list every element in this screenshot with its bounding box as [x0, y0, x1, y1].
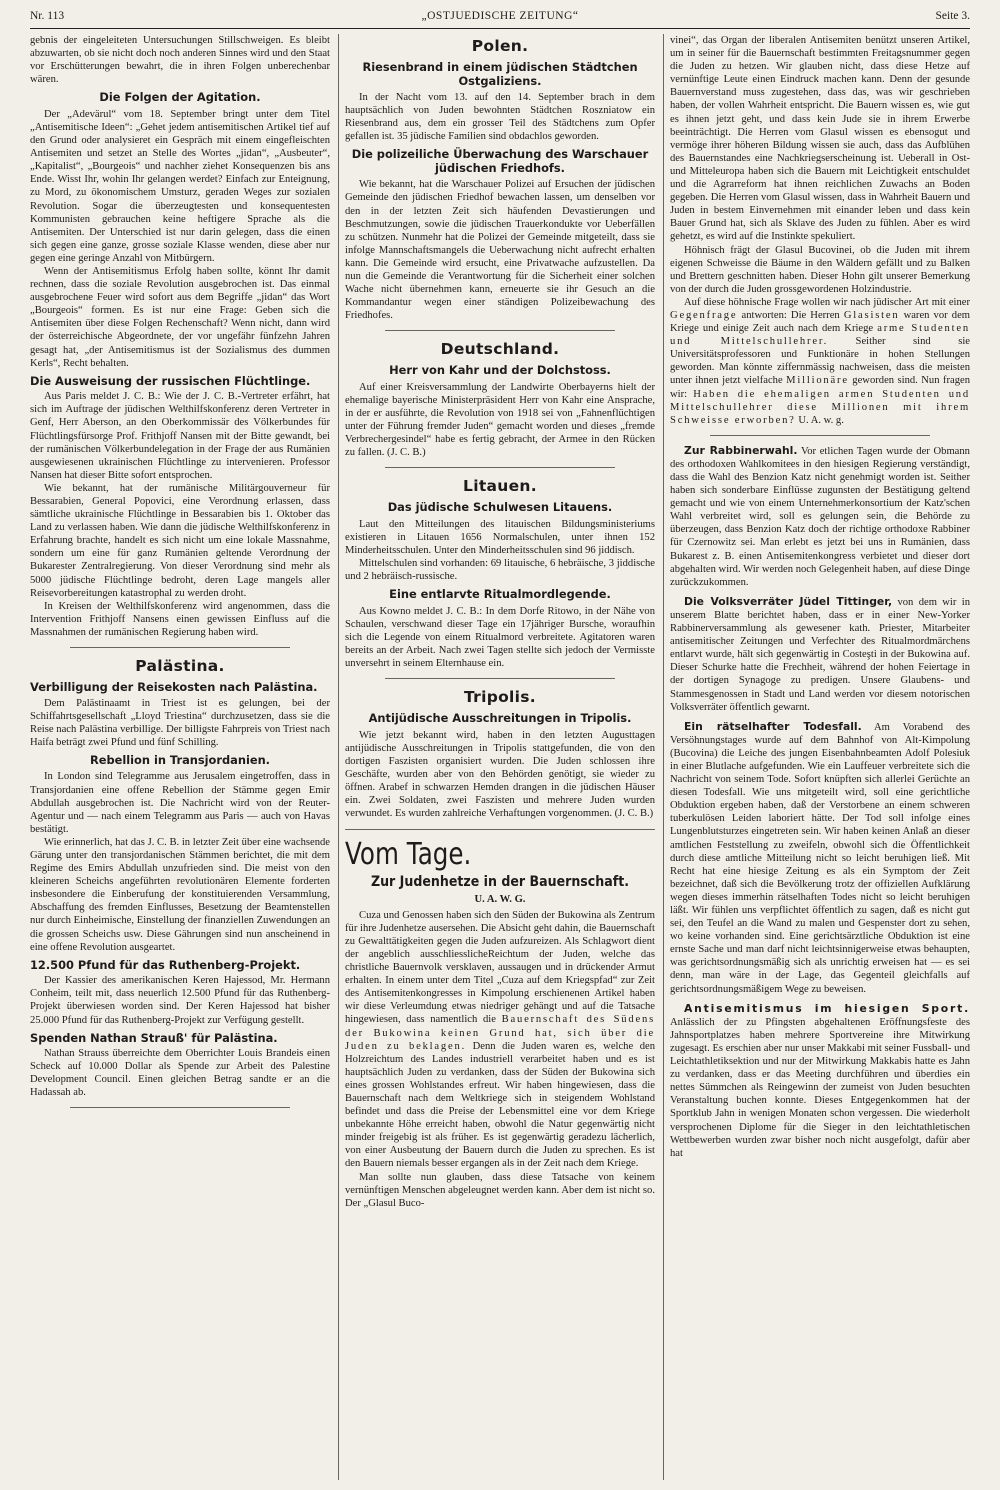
- article-paragraph: In Kreisen der Welthilfskonferenz wird angenommen, dass die Intervention Frithjoff Nansens einen gewissen Einfluss auf die Massnahmen der rumänischen Regierung haben wird.: [30, 600, 330, 638]
- article-heading: 12.500 Pfund für das Ruthenberg-Projekt.: [30, 957, 301, 972]
- article-paragraph: Der Kassier des amerikanischen Keren Hajessod, Mr. Hermann Conheim, teilt mit, dass neuerlich 12.500 Pfund für das Ruthenberg-Projekt überwiesen worden sind. Der Keren Hajessod hat bisher 25.000 Pfund für das Ruthenberg-Projekt zur Verfügung gestellt.: [30, 975, 330, 1026]
- column-middle: [345, 34, 655, 1482]
- article-heading: Riesenbrand in einem jüdischen Städtchen Ostgaliziens.: [362, 60, 638, 88]
- article-paragraph: Wie bekannt, hat der rumänische Militärgouverneur für Bessarabien, General Popovici, eine Verordnung erlassen, dass sämtliche ukrainische Flüchtlinge in Bessarabien bis 1. Oktober das Land zu verlassen haben. Wie dann die jüdische Welthilfskonferenz in Erfahrung brachte, handelt es sich nicht um eine lokale Massnahme, sondern um eine für ganz Rumänien geltende Verordnung der Bukarester Zentralregierung. Von dieser Verordnung sind mehr als 5000 jüdische Flüchtlinge bedroht, deren Lage mangels aller Reisevorbereitungen katastrophal zu werden droht.: [30, 482, 330, 599]
- section-heading: Polen.: [471, 37, 529, 55]
- article-heading: Herr von Kahr und der Dolchstoss.: [389, 363, 611, 378]
- article-heading: Das jüdische Schulwesen Litauens.: [387, 500, 613, 515]
- masthead-rule: [30, 28, 970, 29]
- article-heading: Eine entlarvte Ritualmordlegende.: [389, 587, 611, 602]
- article-paragraph: Dem Palästinaamt in Triest ist es gelungen, bei der Schiffahrtsgesellschaft „Lloyd Triestina“ durchzusetzen, dass sie die Reise nach Palästina verbillige. Der billigste Fahrpreis von Triest nach Haifa beträgt zwei Pfund und fünf Schilling.: [30, 697, 330, 748]
- article-heading: Rebellion in Transjordanien.: [89, 752, 271, 767]
- article-heading: Zur Judenhetze in der Bauernschaft.: [370, 873, 630, 890]
- separator: [70, 647, 290, 648]
- article-paragraph: Aus Kowno meldet J. C. B.: In dem Dorfe Ritowo, in der Nähe von Schaulen, verschwand dieser Tage ein 17jähriger Bursche, woraufhin sich die Legende von einem Ritualmord verbreitete. Agitatoren waren bereits an der Arbeit. Nach zwei Tagen stellte sich jedoch der Vermisste unversehrt in seinem Elternhause ein.: [345, 605, 655, 670]
- article-paragraph: Ein rätselhafter Todesfall. Am Vorabend des Versöhnungstages wurde auf dem Bahnhof von Alt-Kimpolung (Bucovina) die Leiche des jungen Eisenbahnbeamten Adolf Polesiuk in einer Blutlache aufgefunden. Wie ein Lauffeuer verbreitete sich die Nachricht von seinem Tode. Sofort knüpften sich allerlei Gerüchte an diesen Todesfall. Wie uns mitgeteilt wird, soll eine gerichtliche Obduktion ergeben haben, daß der Verstorbene an einem schweren tuberkulösen Leiden laboriert hätte. Der Tod soll infolge eines Lungenblutsturzes eingetreten sein. Wir haben keinen Anlaß an dieser amtlichen Feststellung zu zweifeln, obwohl sich die Öffentlichkeit durch diese amtliche Mitteilung nicht so leicht beruhigen ließ. Mit Recht hat eine hiesige Zeitung es als ein Symptom der Zeit bezeichnet, daß sich die Bevölkerung trotz der offiziellen Aufklärung wegen dieses immerhin rätselhaften Todes nicht so leicht beruhigen läßt. Wir fühlen uns verpflichtet öffentlich zu sagen, daß es nicht gut sei, den Teufel an die Wand zu malen und Gespenster dort zu sehen, wo keine vorhanden sind. Eine gerichtsärztliche Obduktion ist eine ernste Sache und man darf nicht leichtsinnigerweise etwas behaupten, was gerichtsordnungsmäßig sich als unrichtig erweisen hat — es sei denn, man wäre in der Lage, das Gegenteil gleichfalls auf gerichtsordnungsmäßigem Wege zu beweisen.: [670, 719, 970, 995]
- article-paragraph: Der „Adevärul“ vom 18. September bringt unter dem Titel „Antisemitische Ideen“: „Gehet jedem antisemitischen Artikel tief auf den Grund oder analysieret ein Gespräch mit einem eingefleischten Antisemiten und setzet an Stelle des Wortes „jidan“, „Ausbeuter“, „Kapitalist“, „Bourgeois“ und nachher ziehet Konsequenzen bis ans Ende. Wisst Ihr, wohin Ihr gelangen werdet? Einfach zur Enteignung, zu Mord, zu ökonomischem Umsturz, geraden Weges zur sozialen Revolution. Sogar die überzeugtesten und konsequentesten Kommunisten gebrauchen keine heftigere Sprache als die Antisemiten. Der Unterschied ist nur darin gelegen, dass die einen sich gegen eine ganze, grosse soziale Klasse wenden, diese aber nur gegen eine geringe Anzahl von Mitbürgern.: [30, 108, 330, 264]
- article-paragraph: Zur Rabbinerwahl. Vor etlichen Tagen wurde der Obmann des orthodoxen Wahlkomitees in den hiesigen Regierung verständigt, dass die Wahl des Benzion Katz nicht genehmigt worden ist. Seither haben sich sonderbare Einflüsse zugunsten der Bestätigung geltend gemacht und wie von einem Unternehmerkonsortium der Katz'schen Wahl verbreitet wird, soll es gelungen sein, die Behörde zu überzeugen, dass Benzion Katz doch der richtige orthodoxe Rabbiner für Czernowitz sei. Man erlebt es jetzt bei uns in Rumänien, dass Bukarest z. B. einen Antisemitenkongress verbietet und dieser dort abgehalten wird. Wir werden noch Gelegenheit haben, auf diese Dinge zurückzukommen.: [670, 443, 970, 588]
- masthead: [30, 8, 970, 28]
- article-paragraph: Mittelschulen sind vorhanden: 69 litauische, 6 hebräische, 3 jiddische und 2 hebräisch-russische.: [345, 558, 655, 583]
- column-divider: [338, 34, 339, 1480]
- article-paragraph: Wie erinnerlich, hat das J. C. B. in letzter Zeit über eine wachsende Gärung unter den transjordanischen Stämmen berichtet, die mit dem Regime des Emirs Abdullah unzufrieden sind. Die meist von den kleineren Scheichs angeführten revolutionären Elemente forderten insbesondere die Einberufung der konstituierenden Versammlung, Abschaffung des fremden Einflusses, Besetzung der Beamtenstellen nur durch Einheimische, Einstellung der finanziellen Zuwendungen an die grossen Scheichs usw. Diese Gährungen sind nun anscheinend in eine offene Revolution ausgeartet.: [30, 836, 330, 953]
- run-in-heading: Die Volksverräter Jüdel Tittinger,: [684, 594, 893, 608]
- article-paragraph: Die Volksverräter Jüdel Tittinger, von dem wir in unserem Blatte berichtet haben, dass er in einer New-Yorker Rabbinerversammlung als gewesener kath. Priester, Mitarbeiter antisemitischer Zeitungen und Verfechter des Ritualmordmärchens entlarvt wurde, hält sich gegenwärtig in Costeşti in der Bukowina auf. Dieser Schurke hatte die Frechheit, während der hohen Feiertage in der dortigen Synagoge zu predigen. Unsere Glaubens- und Stammesgenossen in Stadt und Land werden vor diesem notorischen Volksverräter öffentlich gewarnt.: [670, 594, 970, 713]
- separator: [385, 467, 615, 468]
- run-in-heading: Zur Rabbinerwahl.: [684, 443, 798, 457]
- page-number: Seite 3.: [935, 10, 970, 22]
- article-paragraph: Aus Paris meldet J. C. B.: Wie der J. C. B.-Vertreter erfährt, hat sich im Auftrage der jüdischen Welthilfskonferenz deren Vertreter in Genf, Herr Aberson, an den Oberkommissär des Völkerbundes für Flüchtlingsfürsorge Prof. Frithjoff Nansen mit der Bitte gewandt, bei der rumänischen Völkerbundelegation in der Frage der aus Rumänien ausgewiesenen ukrainischen Flüchtlinge zu intervenieren. Professor Nansen hat dieser Bitte sofort entsprochen.: [30, 391, 330, 481]
- newspaper-title: „OSTJUEDISCHE ZEITUNG“: [421, 10, 579, 22]
- run-in-heading: Ein rätselhafter Todesfall.: [684, 719, 862, 733]
- section-heading: Tripolis.: [463, 688, 536, 707]
- article-paragraph: Wie bekannt, hat die Warschauer Polizei auf Ersuchen der jüdischen Gemeinde den jüdischen Friedhof bewachen lassen, um denselben vor den in der letzten Zeit sich häufenden Devastierungen und Beschmutzungen, sowie die jüdischen Trauerkondukte vor Ueberfällen zu schützen. Nunmehr hat die Polizei der Gemeinde mitgeteilt, dass sie infolge Mannschaftsmangels die Ueberwachung nicht aufrecht erhalten kann. Die Gemeinde wird ersucht, eine Privatwache aufzustellen. Da nun die Gemeinde die Verantwortung für die Sicherheit einer solchen Wache nicht übernehmen kann, erneuerte sie ihr Gesuch an die Kommandantur wegen einer ständigen Polizeibewachung des Friedhofes.: [345, 179, 655, 322]
- separator: [385, 678, 615, 679]
- section-heading: Litauen.: [463, 477, 537, 496]
- feature-title: Vom Tage.: [345, 836, 472, 872]
- article-paragraph: Wenn der Antisemitismus Erfolg haben sollte, könnt Ihr damit rechnen, dass die soziale Revolution ausgebrochen ist. Das einmal ausgebrochene Feuer wird sofort aus dem Begriffe „jidan“ das Wort „Bourgeois“ formen. Es ist nur eine Frage: Geben sich die Antisemiten über diese Folgen Rechenschaft? Wenn nicht, dann wird der österreichische Abgeordnete, der vor ungefähr fünfzehn Jahren gesagt hat, „der Antisemitismus ist der Sozialismus des dummen Kerls“, Recht behalten.: [30, 266, 330, 369]
- section-heading: Palästina.: [135, 657, 225, 676]
- article-paragraph: gebnis der eingeleiteten Untersuchungen Stillschweigen. Es bleibt abzuwarten, ob sie nicht doch noch anderen Sinnes wird und den Staat vor Erschütterungen bewahrt, die in ihren Folgen unberechenbar wären.: [30, 35, 330, 86]
- separator: [70, 1107, 290, 1108]
- article-heading: Verbilligung der Reisekosten nach Palästina.: [30, 680, 318, 695]
- separator: [345, 829, 655, 830]
- issue-number: Nr. 113: [30, 10, 65, 22]
- article-paragraph: Man sollte nun glauben, dass diese Tatsache von keinem vernünftigen Menschen abgeleugnet werden kann. Aber dem ist nicht so. Der „Glasul Buco-: [345, 1171, 655, 1209]
- article-heading: Die polizeiliche Überwachung des Warschauer jüdischen Friedhofs.: [351, 147, 649, 175]
- article-heading: Die Folgen der Agitation.: [99, 90, 261, 105]
- article-paragraph: In London sind Telegramme aus Jerusalem eingetroffen, dass in Transjordanien eine offene Rebellion der Stämme gegen Emir Abdullah ausgebrochen ist. Die Nachricht wird von der Reuter-Agentur und — nach einem Telegramm aus Paris — auch von Havas bestätigt.: [30, 771, 330, 835]
- article-paragraph: Auf diese höhnische Frage wollen wir nach jüdischer Art mit einer Gegenfrage antworten: Die Herren Glasisten waren vor dem Kriege und einige Zeit auch nach dem Kriege arme Studenten und Mittelschullehrer. Seither sind sie Universitätsprofessoren und Funktionäre in hohen Stellungen geworden. Man könnte ziffernmässig nachweisen, dass die meisten unter ihnen jetzt vielfache Millionäre geworden sind. Nun fragen wir: Haben die ehemaligen armen Studenten und Mittelschullehrer diese Millionen mit ihrem Schweisse erworben? U. A. w. g.: [670, 296, 970, 426]
- article-paragraph: vinei“, das Organ der liberalen Antisemiten benützt unseren Artikel, um in seiner für die Bauernschaft bestimmten Freitagsnummer gegen die Juden zu hetzen. Wir glauben nicht, dass diese Hetze auf vernünftige Leute einen Eindruck machen kann. Denn der gesunde Bauernverstand muss zugestehen, dass das, was wir geschrieben haben, der vollen Wahrheit entspricht. Die Bauern wissen es, wie gut es ihnen jetzt geht, und dass kein Jude sie in ihrem Erwerbe beeinträchtigt. Die Herren vom Glasul wissen es ebensogut und vermöge ihrer höheren Bildung wissen sie auch, dass das Aufblühen des Bauernstandes eine Nachkriegserscheinung ist. Ueberall in Ost- und Mitteleuropa haben sich die Bauern mit Leichtigkeit entschuldet und die Agrarreform hat ihnen reichlichen Zuwachs an Boden gegeben. Die Herren vom Glasul wissen, dass in Wahrheit Bauern und Juden in bestem Einvernehmen mit einander leben und dass kein Bauer Grund hat, sich als Sklave des Juden zu fühlen. Aber es wird gehetzt, es wird auf die Instinkte spekuliert.: [670, 35, 970, 243]
- column-right: [670, 34, 970, 1482]
- article-paragraph: In der Nacht vom 13. auf den 14. September brach in dem hauptsächlich von Juden bewohnten Städtchen Roszniatow ein Riesenbrand aus, dem ein grosser Teil des Städtchens zum Opfer gefallen ist. 35 jüdische Familien sind obdachlos geworden.: [345, 92, 655, 143]
- run-in-heading: Antisemitismus im hiesigen Sport.: [684, 1001, 970, 1015]
- separator: [385, 330, 615, 331]
- article-paragraph: Auf einer Kreisversammlung der Landwirte Oberbayerns hielt der ehemalige bayerische Ministerpräsident Herr von Kahr eine Ansprache, in der er ausführte, die Revolution von 1918 sei von „Fahnenflüchtigen unter der Führung fremder Juden“ gemacht worden und dieses „fremde Verbrechergesindel“ habe es fertig gebracht, der Armee in den Rücken zu fallen. (J. C. B.): [345, 381, 655, 459]
- column-divider: [663, 34, 664, 1480]
- article-heading: Antijüdische Ausschreitungen in Tripolis.: [368, 711, 632, 726]
- article-heading: Spenden Nathan Strauß' für Palästina.: [30, 1030, 278, 1045]
- article-paragraph: Antisemitismus im hiesigen Sport. Anlässlich der zu Pfingsten abgehaltenen Eröffnungsfeste des Jahnsportplatzes haben mehrere Sportvereine ihre Mitwirkung zugesagt. Es erschien aber nur unser Makkabi mit seiner Fussball- und Leichtathletiksektion und nur der Mitwirkung Makkabis hatte es Jahn zu verdanken, dass er das Meeting durchführen und überdies ein nettes Sümmchen als Reingewinn der zumeist von Juden besuchten Veranstaltung buchen konnte. Dieses Entgegenkommen hat der Sportklub Jahn in wenigen Monaten schon vergessen. Die wiederholt versprochenen Diplome für die Sieger in den leichtathletischen Wettbewerben wurden zwar bisher noch nicht ausgefolgt, dafür aber hat: [670, 1001, 970, 1159]
- article-heading: Die Ausweisung der russischen Flüchtlinge.: [30, 373, 311, 388]
- separator: [710, 435, 930, 436]
- article-paragraph: Wie jetzt bekannt wird, haben in den letzten Augusttagen antijüdische Ausschreitungen in Tripolis stattgefunden, die von den dortigen Faszisten organisiert wurden. Die Juden schlossen ihre Geschäfte, wurden aber von den Behörden genötigt, sie wieder zu öffnen. Arabef in schwarzen Hemden drangen in die jüdischen Häuser ein. Zwei Soldaten, zwei Faszisten und mehrere Juden wurden verwundet. Es wurden zahlreiche Verhaftungen vorgenommen. (J. C. B.): [345, 729, 655, 820]
- section-heading: Deutschland.: [440, 340, 560, 359]
- byline: U. A. W. G.: [474, 893, 526, 905]
- article-paragraph: Nathan Strauss überreichte dem Oberrichter Louis Brandeis einen Scheck auf 10.000 Dollar als Spende zur Arbeit des Palestine Development Council. Einen gleichen Betrag sandte er an die Hadassah ab.: [30, 1048, 330, 1099]
- column-left: [30, 34, 330, 1482]
- article-paragraph: Laut den Mitteilungen des litauischen Bildungsministeriums existieren in Litauen 1656 Normalschulen, unter ihnen 152 Minderheitsschulen. Unter den Minderheitsschulen sind 96 jiddisch.: [345, 518, 655, 557]
- article-paragraph: Höhnisch frägt der Glasul Bucovinei, ob die Juden mit ihrem eigenen Schweisse die Bäume in den Wäldern gefällt und zu Balken und Brettern geschnitten haben. Dieser Hohn gilt unserer Bemerkung von der durch die Juden grossgewordenen Holzindustrie.: [670, 244, 970, 295]
- article-paragraph: Cuza und Genossen haben sich den Süden der Bukowina als Zentrum für ihre Judenhetze ausersehen. Die Absicht geht dahin, die Bauernschaft zu Gewalttätigkeiten gegen die Juden aufzureizen. Als Schlagwort dient der angeblich ausschliesslicheReichtum der Juden, welche das christliche Bauernvolk versklaven, aussaugen und in drückender Armut erhalten. In einem unter dem Titel „Cuza auf dem Kriegspfad“ zur Zeit des Antisemitenkongresses in Kimpolung erschienenen Artikel haben wir diese Verleumdung etwas niedriger gehängt und auf die Tatsache hingewiesen, dass namentlich die Bauernschaft des Südens der Bukowina keinen Grund hat, sich über die Juden zu beklagen. Denn die Juden waren es, welche den Holzreichtum des Landes industriell verarbeitet haben und es ist hauptsächlich Juden zu verdanken, dass der Süden der Bukowina sich eines grossen Wohlstandes erfreut. Wir haben hingewiesen, dass die Bauernschaft nach dem Weltkriege sich in steigendem Wohlstand befindet und dass die Preise der Lebensmittel eine vor dem Kriege unbekannte Höhe erreicht haben, obwohl die Natur gegenwärtig nicht minder freigebig ist als früher. Es ist gegenwärtig geradezu lächerlich, von einer Ausbeutung der Bauern durch die Juden zu sprechen. Es ist den Bauern niemals besser ergangen als in der Zeit nach dem Kriege.: [345, 909, 655, 1170]
